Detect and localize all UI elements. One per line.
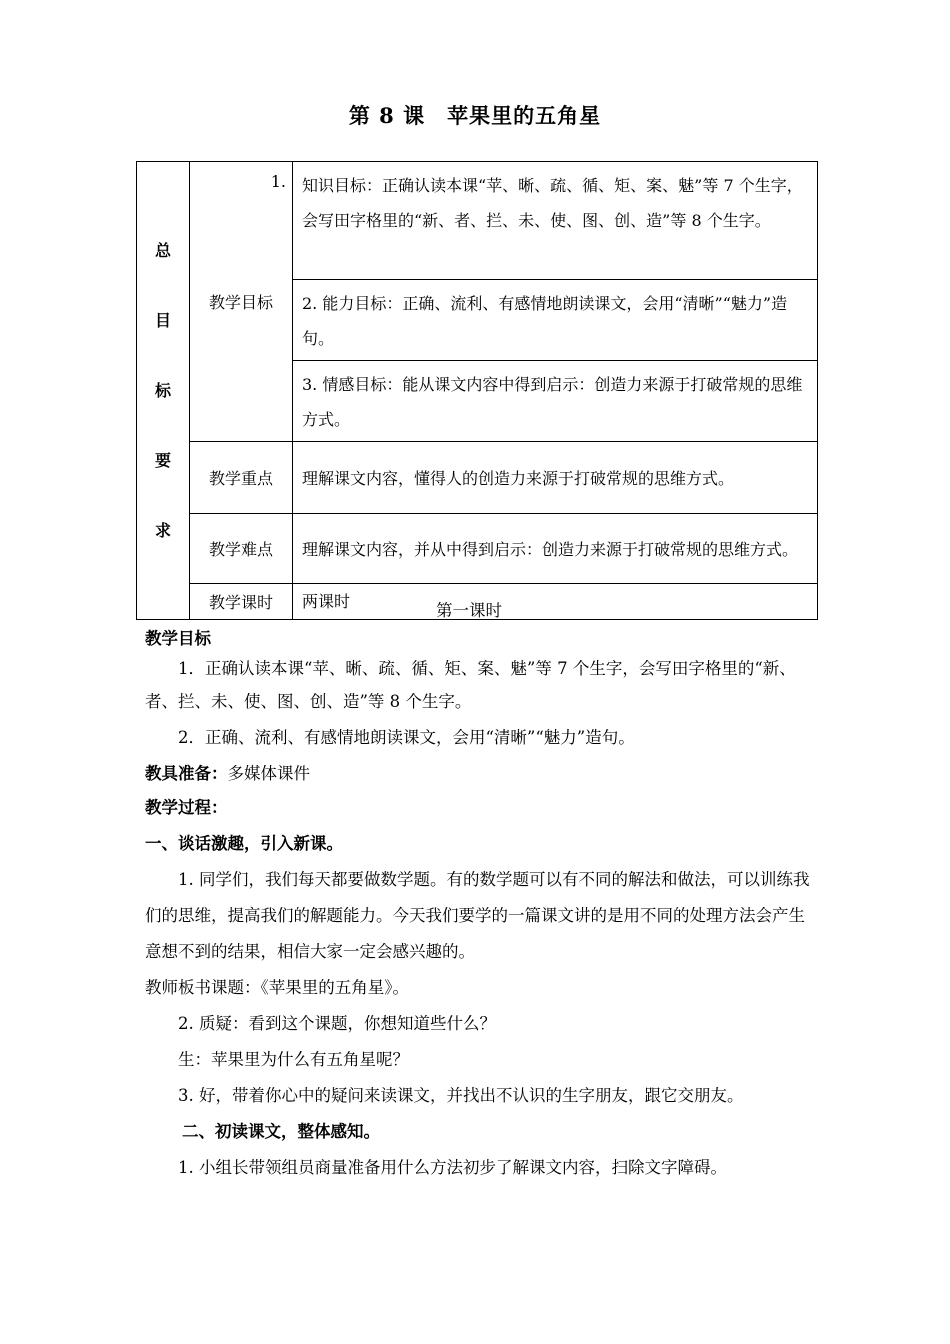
hours-label: 教学课时: [190, 584, 293, 620]
category-char: 总: [154, 240, 171, 260]
paragraph: 生：苹果里为什么有五角星呢？: [178, 1050, 409, 1069]
key-point-text: 理解课文内容，懂得人的创造力来源于打破常规的思维方式。: [293, 442, 818, 514]
paragraph: 3. 好，带着你心中的疑问来读课文，并找出不认识的生字朋友，跟它交朋友。: [178, 1086, 744, 1105]
paragraph: 教师板书课题：《苹果里的五角星》。: [145, 978, 409, 997]
paragraph: 1. 同学们，我们每天都要做数学题。有的数学题可以有不同的解法和做法，可以训练我们的思维，提高我们的解题能力。今天我们要学的一篇课文讲的是用不同的处理方法会产生意想不到的结果，相信大家一定会感兴趣的。: [145, 870, 810, 961]
lesson-heading: 第一课时: [436, 601, 502, 620]
key-point-label: 教学重点: [190, 442, 293, 514]
goal3-text: 3. 情感目标：能从课文内容中得到启示：创造力来源于打破常规的思维方式。: [293, 361, 818, 442]
teaching-goals-label-text: 教学目标: [208, 293, 273, 312]
lesson-content: [145, 596, 813, 1186]
paragraph: 1. 小组长带领组员商量准备用什么方法初步了解课文内容，扫除文字障碍。: [178, 1158, 727, 1177]
document-title: 第 8 课 苹果里的五角星: [348, 103, 602, 128]
goal1-text: 知识目标：正确认读本课“苹、晰、疏、循、矩、案、魅”等 7 个生字，会写田字格里的“新、者、拦、未、使、图、创、造”等 8 个生字。: [293, 162, 818, 280]
teaching-goals-label: [190, 162, 293, 442]
goals-heading: 教学目标: [145, 629, 211, 648]
goals-table: [136, 161, 818, 620]
tools-line: [145, 757, 813, 790]
category-cell: [137, 162, 190, 620]
hours-text: 两课时: [293, 584, 818, 620]
section-heading: 二、初读课文，整体感知。: [182, 1122, 380, 1141]
goal-item: 1．正确认读本课“苹、晰、疏、循、矩、案、魅”等 7 个生字，会写田字格里的“新、者、拦、未、使、图、创、造”等 8 个生字。: [145, 659, 796, 711]
category-char: 标: [154, 380, 171, 400]
goal1-number: 1.: [270, 172, 286, 191]
category-char: 要: [154, 450, 171, 470]
category-char: 求: [154, 520, 171, 540]
paragraph: 2. 质疑：看到这个课题，你想知道些什么？: [178, 1014, 496, 1033]
tools-value: 多媒体课件: [227, 764, 310, 783]
category-char: 目: [154, 310, 171, 330]
difficulty-text: 理解课文内容，并从中得到启示：创造力来源于打破常规的思维方式。: [293, 514, 818, 584]
difficulty-label: 教学难点: [190, 514, 293, 584]
goal2-text: 2. 能力目标：正确、流利、有感情地朗读课文，会用“清晰”“魅力”造句。: [293, 280, 818, 361]
process-heading: 教学过程：: [145, 798, 228, 817]
goal-item: 2．正确、流利、有感情地朗读课文，会用“清晰”“魅力”造句。: [178, 728, 635, 747]
tools-label: 教具准备：: [145, 764, 228, 783]
section-heading: 一、谈话激趣，引入新课。: [145, 834, 343, 853]
